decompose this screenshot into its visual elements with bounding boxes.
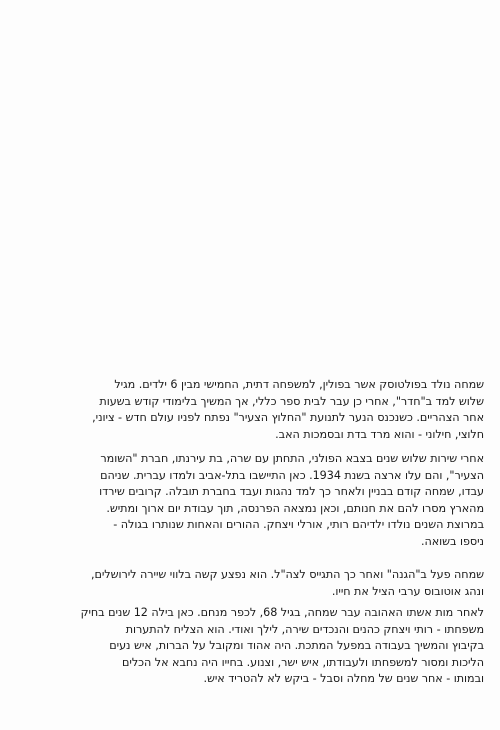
paragraph-military-service <box>16 567 484 600</box>
text-line: חלוצי, חילוני - והוא מרד בדת ובסמכות האב. <box>275 427 484 441</box>
text-line: שמחה פעל ב"הגנה" ואחר כך התגייס לצה"ל. הוא נפצע קשה בלווי שיירה לירושלים, <box>90 568 484 581</box>
text-line: ונהג אוטובוס ערבי הציל את חייו. <box>331 584 484 598</box>
paragraph-later-life <box>16 605 484 688</box>
text-line: אחר הצהריים. כשנכנס הנער לתנועת "החלוץ הצעיר" נפתח לפניו עולם חדש - ציוני, <box>92 411 484 425</box>
text-line: הצעיר", והם עלו ארצה בשנת 1934. כאן התיישבו בתל-אביב ולמדו עברית. שניהם <box>100 468 484 482</box>
text-line: שמחה נולד בפולטוסק אשר בפולין, למשפחה דתית, החמישי מבין 6 ילדים. מגיל <box>114 378 484 391</box>
text-line: מהארץ מסרו להם את חנותם, וכאן נמצאה הפרנסה, תוך עבודת יום ארוך ומתיש. <box>106 501 484 515</box>
text-line: אחרי שירות שלוש שנים בצבא הפולני, התחתן עם שרה, בת עירנתו, חברת "השומר <box>100 452 484 465</box>
text-line: במרוצת השנים נולדו ילדיהם רותי, אורלי ויצחק. ההורים והאחות שנותרו בגולה - <box>113 518 484 532</box>
text-line: ובמותו - אחר שנים של מחלה וסבל - ביקש לא להטריד איש. <box>203 672 484 686</box>
text-line: עבדו, שמחה קודם בבניין ולאחר כך למד נהגות ועבד בחברת תובלה. קרובים שירדו <box>99 485 484 499</box>
text-line: הליכות ומסור למשפחתו ולעבודתו, איש ישר, וצנוע. בחייו היה נחבא אל הכלים <box>122 655 484 669</box>
text-line: משפחתו - רותי ויצחק כהנים והנכדים שירה, לילך ואודי. הוא הצליח להתערות <box>125 622 484 636</box>
paragraph-immigration <box>16 451 484 551</box>
text-line: לאחר מות אשתו האהובה עבר שמחה, בגיל 68, לכפר מנחם. כאן בילה 12 שנים בחיק <box>80 606 484 619</box>
text-line: בקיבוץ והמשיך בעבודה במפעל המתכת. היה אהוד ומקובל על הברות, איש נעים <box>109 639 484 653</box>
text-line: שלוש למד ב"חדר", אחרי כן עבר לבית ספר כללי, אך המשיך בלימודי קודש בשעות <box>99 394 484 408</box>
paragraph-early-life <box>16 377 484 443</box>
text-line: ניספו בשואה. <box>420 534 484 548</box>
